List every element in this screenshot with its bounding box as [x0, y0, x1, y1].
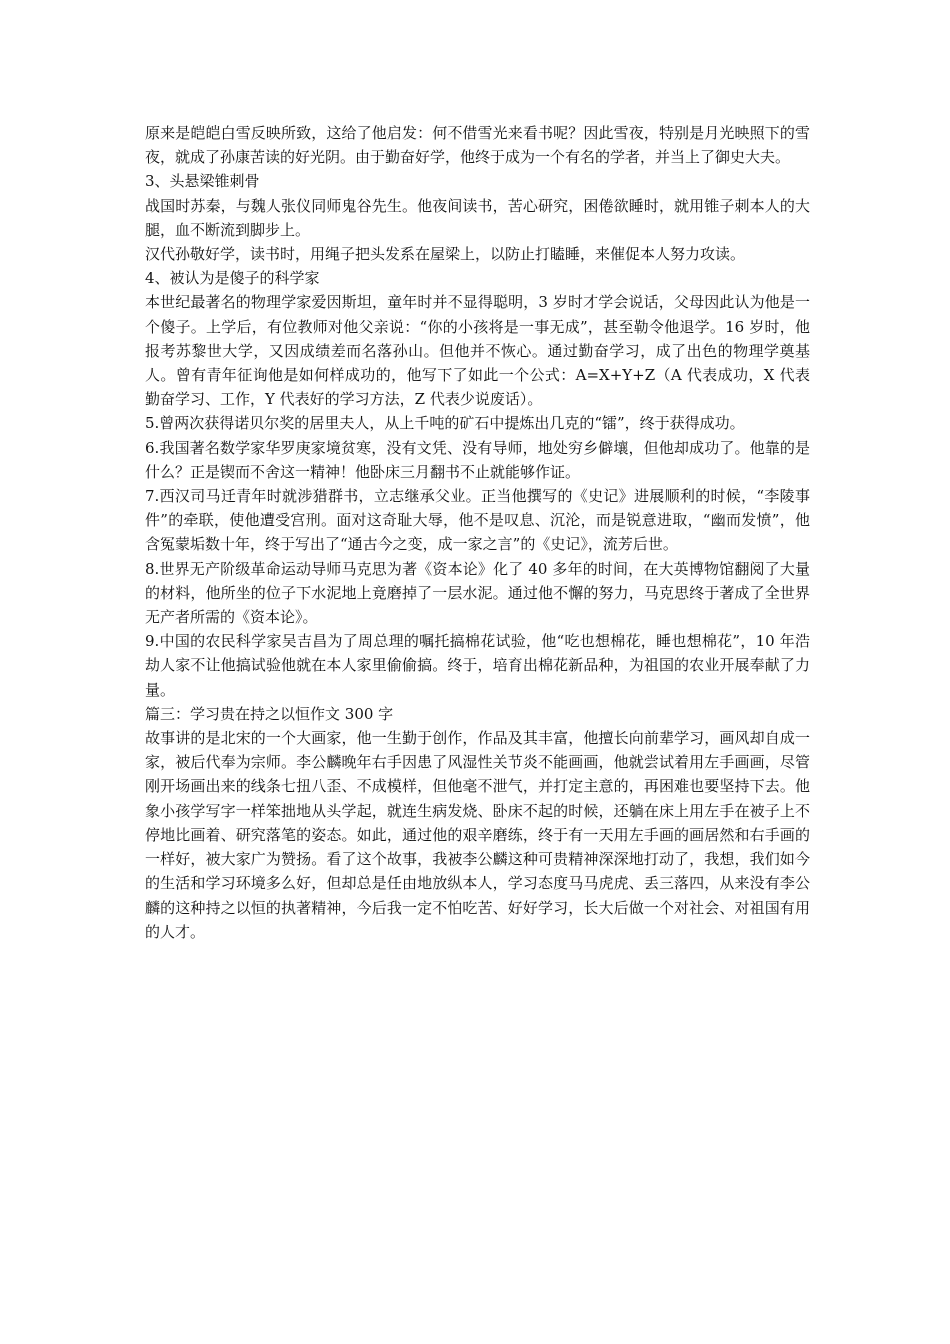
document-page [145, 121, 810, 944]
paragraph-einstein: 本世纪最著名的物理学家爱因斯坦，童年时并不显得聪明，3 岁时才学会说话，父母因此认为他是一个傻子。上学后，有位教师对他父亲说：“你的小孩将是一事无成”，甚至勒令他退学。16 岁时，他报考苏黎世大学，又因成绩差而名落孙山。但他并不恢心。通过勤奋学习，成了出色的物理学奠基人。曾有青年征询他是如何样成功的，他写下了如此一个公式：A=X+Y+Z（A 代表成功，X 代表勤奋学习、工作，Y 代表好的学习方法，Z 代表少说废话）。 [145, 293, 810, 409]
paragraph-hua-luogeng: 6.我国著名数学家华罗庚家境贫寒，没有文凭、没有导师，地处穷乡僻壤，但他却成功了。他靠的是什么？正是锲而不舍这一精神！他卧床三月翻书不止就能够作证。 [145, 438, 810, 481]
paragraph-sun-jing: 汉代孙敬好学，读书时，用绳子把头发系在屋梁上，以防止打瞌睡，来催促本人努力攻读。 [145, 245, 746, 264]
paragraph-curie: 5.曾两次获得诺贝尔奖的居里夫人，从上千吨的矿石中提炼出几克的“镭”，终于获得成功。 [145, 414, 745, 433]
paragraph-sun-kang: 原来是皑皑白雪反映所致，这给了他启发：何不借雪光来看书呢？因此雪夜，特别是月光映照下的雪夜，就成了孙康苦读的好光阴。由于勤奋好学，他终于成为一个有名的学者，并当上了御史大夫。 [145, 124, 810, 167]
heading-item-4: 4、被认为是傻子的科学家 [145, 269, 320, 288]
paragraph-wu-jichang: 9.中国的农民科学家吴吉昌为了周总理的嘱托搞棉花试验，他“吃也想棉花，睡也想棉花”，10 年浩劫人家不让他搞试验他就在本人家里偷偷搞。终于，培育出棉花新品种，为祖国的农业开展奉献了力量。 [145, 632, 810, 699]
paragraph-marx: 8.世界无产阶级革命运动导师马克思为著《资本论》化了 40 多年的时间，在大英博物馆翻阅了大量的材料，他所坐的位子下水泥地上竟磨掉了一层水泥。通过他不懈的努力，马克思终于著成了全世界无产者所需的《资本论》。 [145, 559, 810, 627]
paragraph-sima-qian: 7.西汉司马迁青年时就涉猎群书，立志继承父业。正当他撰写的《史记》进展顺利的时候，“李陵事件”的牵联，使他遭受宫刑。面对这奇耻大辱，他不是叹息、沉沦，而是锐意进取，“幽而发愤”，他含冤蒙垢数十年，终于写出了“通古今之变，成一家之言”的《史记》，流芳后世。 [145, 487, 810, 554]
paragraph-li-gonglin: 故事讲的是北宋的一个大画家，他一生勤于创作，作品及其丰富，他擅长向前辈学习，画风却自成一家，被后代奉为宗师。李公麟晚年右手因患了风湿性关节炎不能画画，他就尝试着用左手画画，尽管刚开场画出来的线条七扭八歪、不成模样，但他毫不泄气，并打定主意的，再困难也要坚持下去。他象小孩学写字一样笨拙地从头学起，就连生病发烧、卧床不起的时候，还躺在床上用左手在被子上不停地比画着、研究落笔的姿态。如此，通过他的艰辛磨练，终于有一天用左手画的画居然和右手画的一样好，被大家广为赞扬。看了这个故事，我被李公麟这种可贵精神深深地打动了，我想，我们如今的生活和学习环境多么好，但却总是任由地放纵本人，学习态度马马虎虎、丢三落四，从来没有李公麟的这种持之以恒的执著精神，今后我一定不怕吃苦、好好学习，长大后做一个对社会、对祖国有用的人才。 [145, 729, 810, 941]
paragraph-su-qin: 战国时苏秦，与魏人张仪同师鬼谷先生。他夜间读书，苦心研究，困倦欲睡时，就用锥子刺本人的大腿，血不断流到脚步上。 [145, 196, 810, 239]
heading-item-3: 3、头悬梁锥刺骨 [145, 172, 260, 191]
section-heading-part3: 篇三：学习贵在持之以恒作文 300 字 [145, 704, 394, 723]
